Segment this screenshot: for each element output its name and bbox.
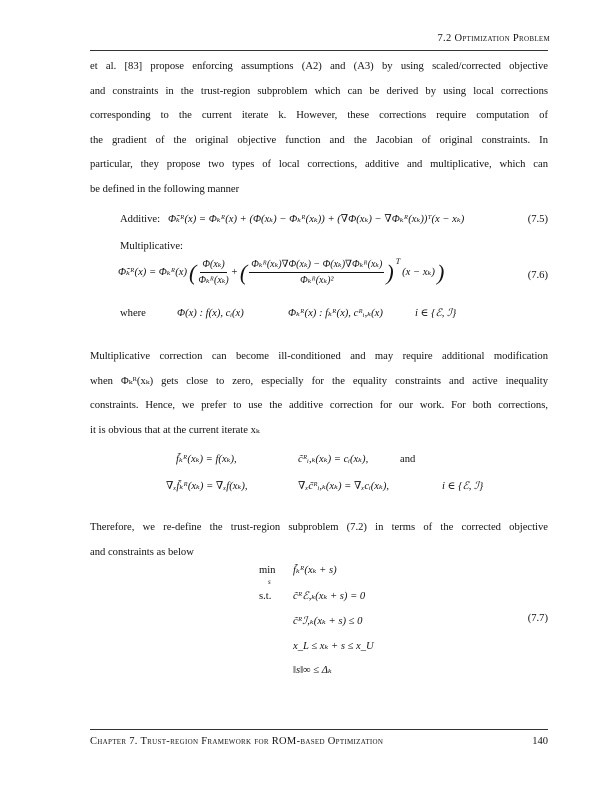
numerator: Φₖᴿ(xₖ)∇Φ(xₖ) − Φ(xₖ)∇Φₖᴿ(xₖ) — [249, 258, 384, 273]
fraction — [198, 258, 228, 287]
condition: f̃ₖᴿ(xₖ) = f(xₖ), — [176, 454, 237, 465]
denominator: Φₖᴿ(xₖ) — [198, 275, 229, 286]
text-line: when Φₖᴿ(xₖ) gets close to zero, especially for the equality constraints and active inequality — [90, 375, 548, 387]
constraint: x_L ≤ xₖ + s ≤ x_U — [293, 641, 374, 652]
plus: + — [230, 266, 238, 278]
condition: ∇ₓc̃ᴿᵢ,ₖ(xₖ) = ∇ₓcᵢ(xₖ), — [298, 481, 390, 492]
eq-label: Additive: — [120, 214, 161, 225]
condition: ∇ₓf̃ₖᴿ(xₖ) = ∇ₓf(xₖ), — [166, 481, 248, 492]
chapter-footer: Chapter 7. Trust-region Framework for ROM-based Optimization — [90, 736, 384, 747]
subject-to: s.t. — [259, 591, 272, 602]
condition-and: and — [400, 454, 416, 465]
eq-body: Φ̃ₖᴿ(x) = Φₖᴿ(x) + (Φ(xₖ) − Φₖᴿ(xₖ)) + (∇Φ(xₖ) − ∇Φₖᴿ(xₖ))ᵀ(x − xₖ) — [167, 214, 465, 225]
denominator: Φₖᴿ(xₖ)² — [300, 275, 334, 286]
text-line: constraints. Hence, we prefer to use the additive correction for our work. For both corrections, — [90, 400, 548, 412]
eq-lhs: Φ̃ₖᴿ(x) = Φₖᴿ(x) — [118, 266, 188, 278]
paren: ( — [239, 259, 248, 285]
condition: i ∈ {ℰ, ℐ} — [442, 481, 484, 492]
min-operator: min — [259, 565, 276, 576]
where-c: i ∈ {ℰ, ℐ} — [415, 308, 457, 319]
paragraph-1 — [90, 55, 548, 203]
text-line: be defined in the following manner — [90, 183, 240, 195]
constraint: ‖s‖∞ ≤ Δₖ — [293, 665, 332, 676]
text-line: corresponding to the current iterate k. However, these corrections require computation of — [90, 110, 548, 122]
paragraph-3 — [90, 516, 548, 565]
equation-number: (7.7) — [527, 613, 548, 624]
constraint: c̃ᴿℰ,ₖ(xₖ + s) = 0 — [293, 591, 366, 602]
equation-7-5 — [120, 213, 464, 227]
constraint: c̃ᴿℐ,ₖ(xₖ + s) ≤ 0 — [293, 616, 363, 627]
paren: ( — [189, 259, 197, 285]
text-line: Multiplicative correction can become ill-conditioned and may require additional modification — [90, 351, 548, 362]
paragraph-2 — [90, 345, 548, 443]
header-rule — [90, 50, 548, 51]
text-line: and constraints in the trust-region subproblem which can be derived by using local corrections — [90, 85, 548, 97]
text-line: et al. [83] propose enforcing assumptions (A2) and (A3) by using scaled/corrected objective — [90, 61, 548, 72]
text-line: particular, they propose two types of local corrections, additive and multiplicative, which can — [90, 159, 548, 171]
numerator: Φ(xₖ) — [200, 258, 226, 273]
equation-number: (7.6) — [527, 270, 548, 281]
paren: ) — [386, 259, 394, 285]
eq-tail: (x − xₖ) — [402, 266, 435, 278]
running-header: 7.2 Optimization Problem — [437, 33, 550, 44]
equation-7-6 — [118, 258, 444, 287]
objective: f̃ₖᴿ(xₖ + s) — [293, 565, 337, 576]
fraction — [249, 258, 384, 287]
min-subscript: s — [268, 578, 271, 586]
multiplicative-label: Multiplicative: — [120, 241, 183, 252]
text-line: it is obvious that at the current iterate xₖ — [90, 424, 260, 436]
where-b: Φₖᴿ(x) : fₖᴿ(x), cᴿᵢ,ₖ(x) — [288, 308, 383, 319]
footer-rule — [90, 729, 548, 730]
page-number: 140 — [532, 736, 548, 747]
text-line: Therefore, we re-define the trust-region subproblem (7.2) in terms of the corrected objective — [90, 522, 548, 533]
condition: c̃ᴿᵢ,ₖ(xₖ) = cᵢ(xₖ), — [298, 454, 369, 465]
where-label: where — [120, 308, 146, 319]
transpose: T — [395, 257, 401, 266]
equation-number: (7.5) — [527, 214, 548, 225]
text-line: the gradient of the original objective function and the Jacobian of original constraints. In — [90, 134, 548, 146]
text-line: and constraints as below — [90, 546, 194, 558]
paren: ) — [436, 259, 445, 285]
where-a: Φ(x) : f(x), cᵢ(x) — [177, 308, 244, 319]
